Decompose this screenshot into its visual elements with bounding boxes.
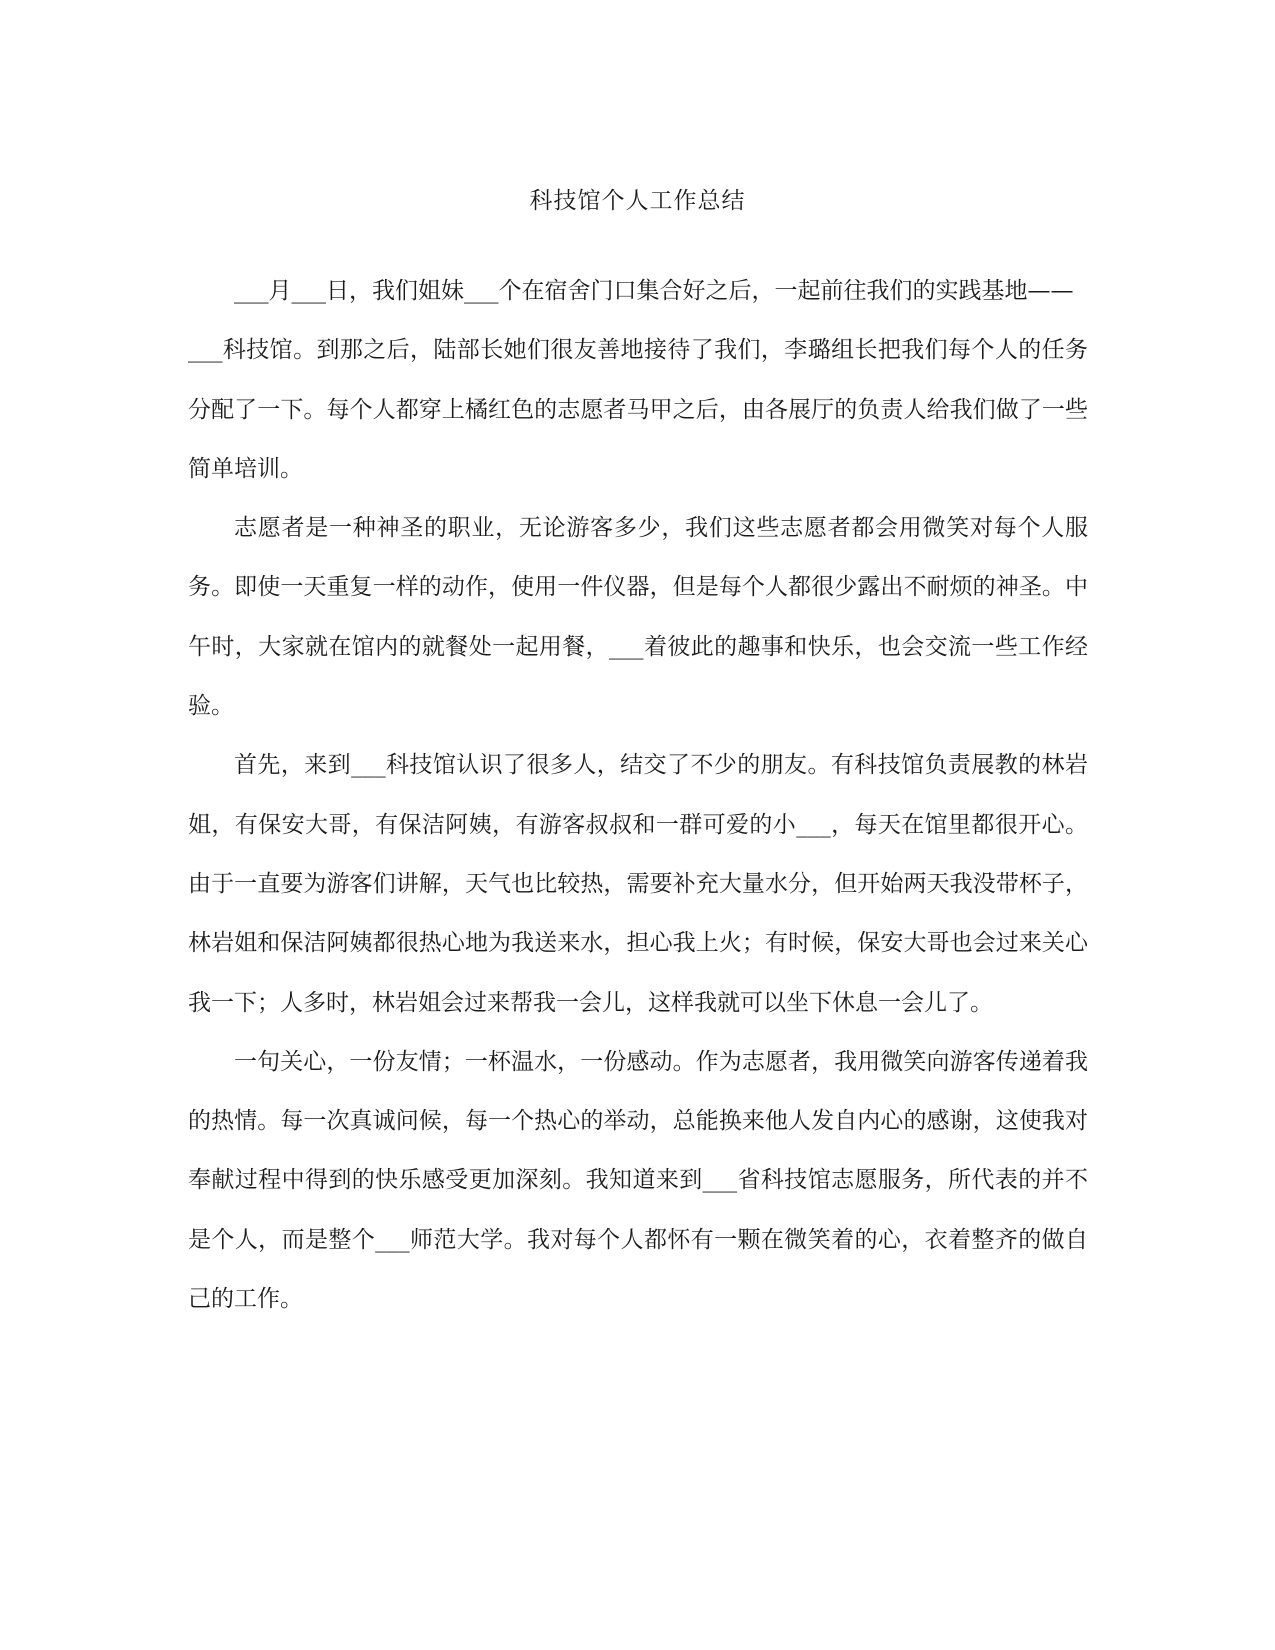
paragraph: 志愿者是一种神圣的职业，无论游客多少，我们这些志愿者都会用微笑对每个人服务。即使一天重复一样的动作，使用一件仪器，但是每个人都很少露出不耐烦的神圣。中午时，大家就在馆内的就餐处一起用餐，___着彼此的趣事和快乐，也会交流一些工作经验。 <box>188 515 1088 720</box>
paragraph: 一句关心，一份友情；一杯温水，一份感动。作为志愿者，我用微笑向游客传递着我的热情。每一次真诚问候，每一个热心的举动，总能换来他人发自内心的感谢，这使我对奉献过程中得到的快乐感受更加深刻。我知道来到___省科技馆志愿服务，所代表的并不是个人，而是整个___师范大学。我对每个人都怀有一颗在微笑着的心，衣着整齐的做自己的工作。 <box>188 1048 1088 1313</box>
document-title: 科技馆个人工作总结 <box>529 188 746 214</box>
paragraph: 首先，来到___科技馆认识了很多人，结交了不少的朋友。有科技馆负责展教的林岩姐，有保安大哥，有保洁阿姨，有游客叔叔和一群可爱的小___，每天在馆里都很开心。由于一直要为游客们讲解，天气也比较热，需要补充大量水分，但开始两天我没带杯子，林岩姐和保洁阿姨都很热心地为我送来水，担心我上火；有时候，保安大哥也会过来关心我一下；人多时，林岩姐会过来帮我一会儿，这样我就可以坐下休息一会儿了。 <box>188 752 1088 1016</box>
document-body <box>188 262 1088 1329</box>
paragraph: ___科技馆。到那之后，陆部长她们很友善地接待了我们，李璐组长把我们每个人的任务分配了一下。每个人都穿上橘红色的志愿者马甲之后，由各展厅的负责人给我们做了一些简单培训。 <box>188 337 1088 482</box>
paragraph: ___月___日，我们姐妹___个在宿舍门口集合好之后，一起前往我们的实践基地—— <box>234 278 1074 304</box>
